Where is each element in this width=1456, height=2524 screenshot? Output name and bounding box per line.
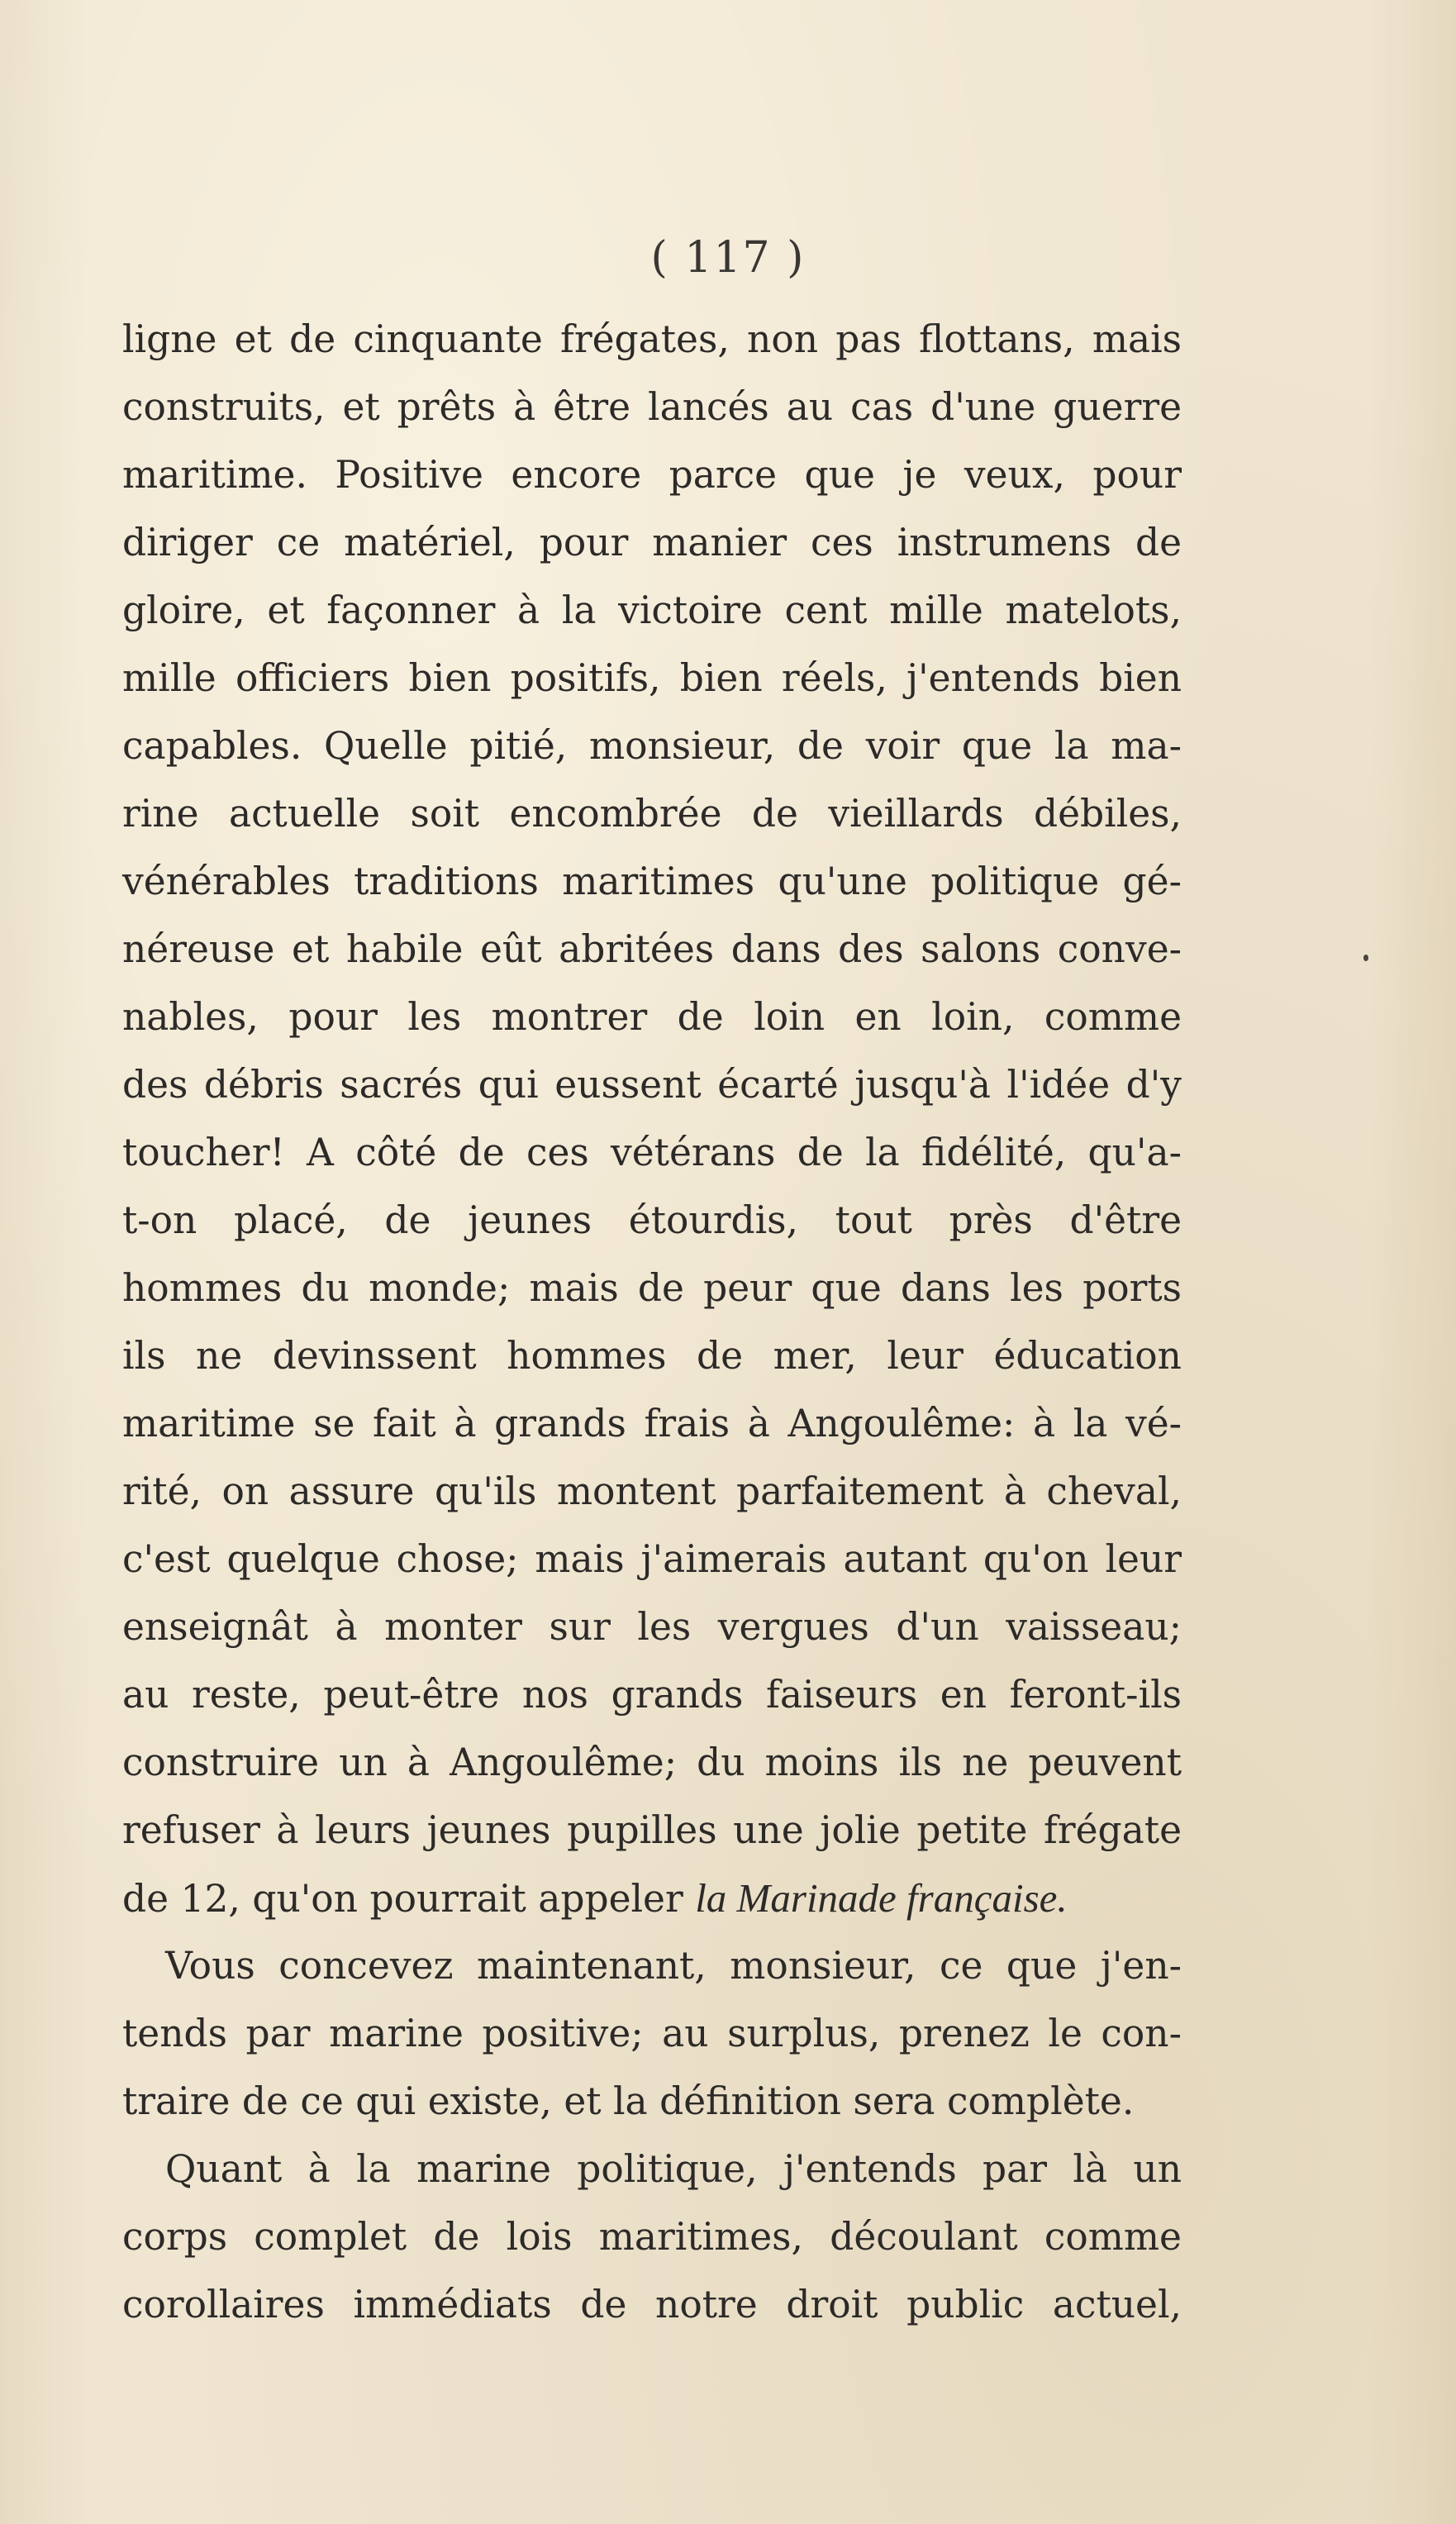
text-line: capables. Quelle pitié, monsieur, de voir que la ma- <box>122 724 1182 768</box>
text-line: t-on placé, de jeunes étourdis, tout près d'être <box>122 1198 1182 1242</box>
italic-title: la Marinade française. <box>695 1875 1068 1921</box>
text-line: gloire, et façonner à la victoire cent mille matelots, <box>122 588 1182 632</box>
text-line: diriger ce matériel, pour manier ces instrumens de <box>122 521 1182 564</box>
text-line: néreuse et habile eût abritées dans des salons conve- <box>122 927 1182 971</box>
text-line: refuser à leurs jeunes pupilles une jolie petite frégate <box>122 1808 1182 1852</box>
text-line: ligne et de cinquante frégates, non pas flottans, mais <box>122 317 1182 361</box>
page-number: ( 117 ) <box>650 233 806 283</box>
text-line: construits, et prêts à être lancés au cas d'une guerre <box>122 385 1182 429</box>
text-line: enseignât à monter sur les vergues d'un vaisseau; <box>122 1605 1182 1649</box>
text-run: de 12, qu'on pourrait appeler <box>122 1877 696 1921</box>
text-line: rité, on assure qu'ils montent parfaitement à cheval, <box>122 1469 1182 1513</box>
ink-speck <box>1363 955 1368 961</box>
text-line: mille officiers bien positifs, bien réels, j'entends bien <box>122 656 1182 700</box>
text-line: tends par marine positive; au surplus, prenez le con- <box>122 2012 1182 2055</box>
paragraph-start-line: Vous concevez maintenant, monsieur, ce que j'en- <box>165 1944 1182 1988</box>
text-line: corollaires immédiats de notre droit public actuel, <box>122 2283 1182 2326</box>
text-line-with-italic <box>122 1864 1182 1932</box>
text-line: toucher! A côté de ces vétérans de la fidélité, qu'a- <box>122 1131 1182 1174</box>
text-line: maritime. Positive encore parce que je veux, pour <box>122 453 1182 497</box>
text-line: au reste, peut-être nos grands faiseurs en feront-ils <box>122 1673 1182 1717</box>
text-line: ils ne devinssent hommes de mer, leur éducation <box>122 1334 1182 1378</box>
text-line: maritime se fait à grands frais à Angoulême: à la vé- <box>122 1402 1182 1445</box>
text-line: des débris sacrés qui eussent écarté jusqu'à l'idée d'y <box>122 1063 1182 1107</box>
text-line: c'est quelque chose; mais j'aimerais autant qu'on leur <box>122 1537 1182 1581</box>
text-line: nables, pour les montrer de loin en loin, comme <box>122 995 1182 1039</box>
text-line: construire un à Angoulême; du moins ils ne peuvent <box>122 1741 1182 1784</box>
text-line: hommes du monde; mais de peur que dans les ports <box>122 1266 1182 1310</box>
text-line: vénérables traditions maritimes qu'une politique gé- <box>122 860 1182 903</box>
paragraph-start-line: Quant à la marine politique, j'entends par là un <box>165 2147 1182 2191</box>
body-text <box>122 306 1182 2339</box>
text-line: rine actuelle soit encombrée de vieillards débiles, <box>122 792 1182 836</box>
paragraph-end-line: traire de ce qui existe, et la définition sera complète. <box>122 2079 1135 2123</box>
text-line: corps complet de lois maritimes, découlant comme <box>122 2215 1182 2259</box>
